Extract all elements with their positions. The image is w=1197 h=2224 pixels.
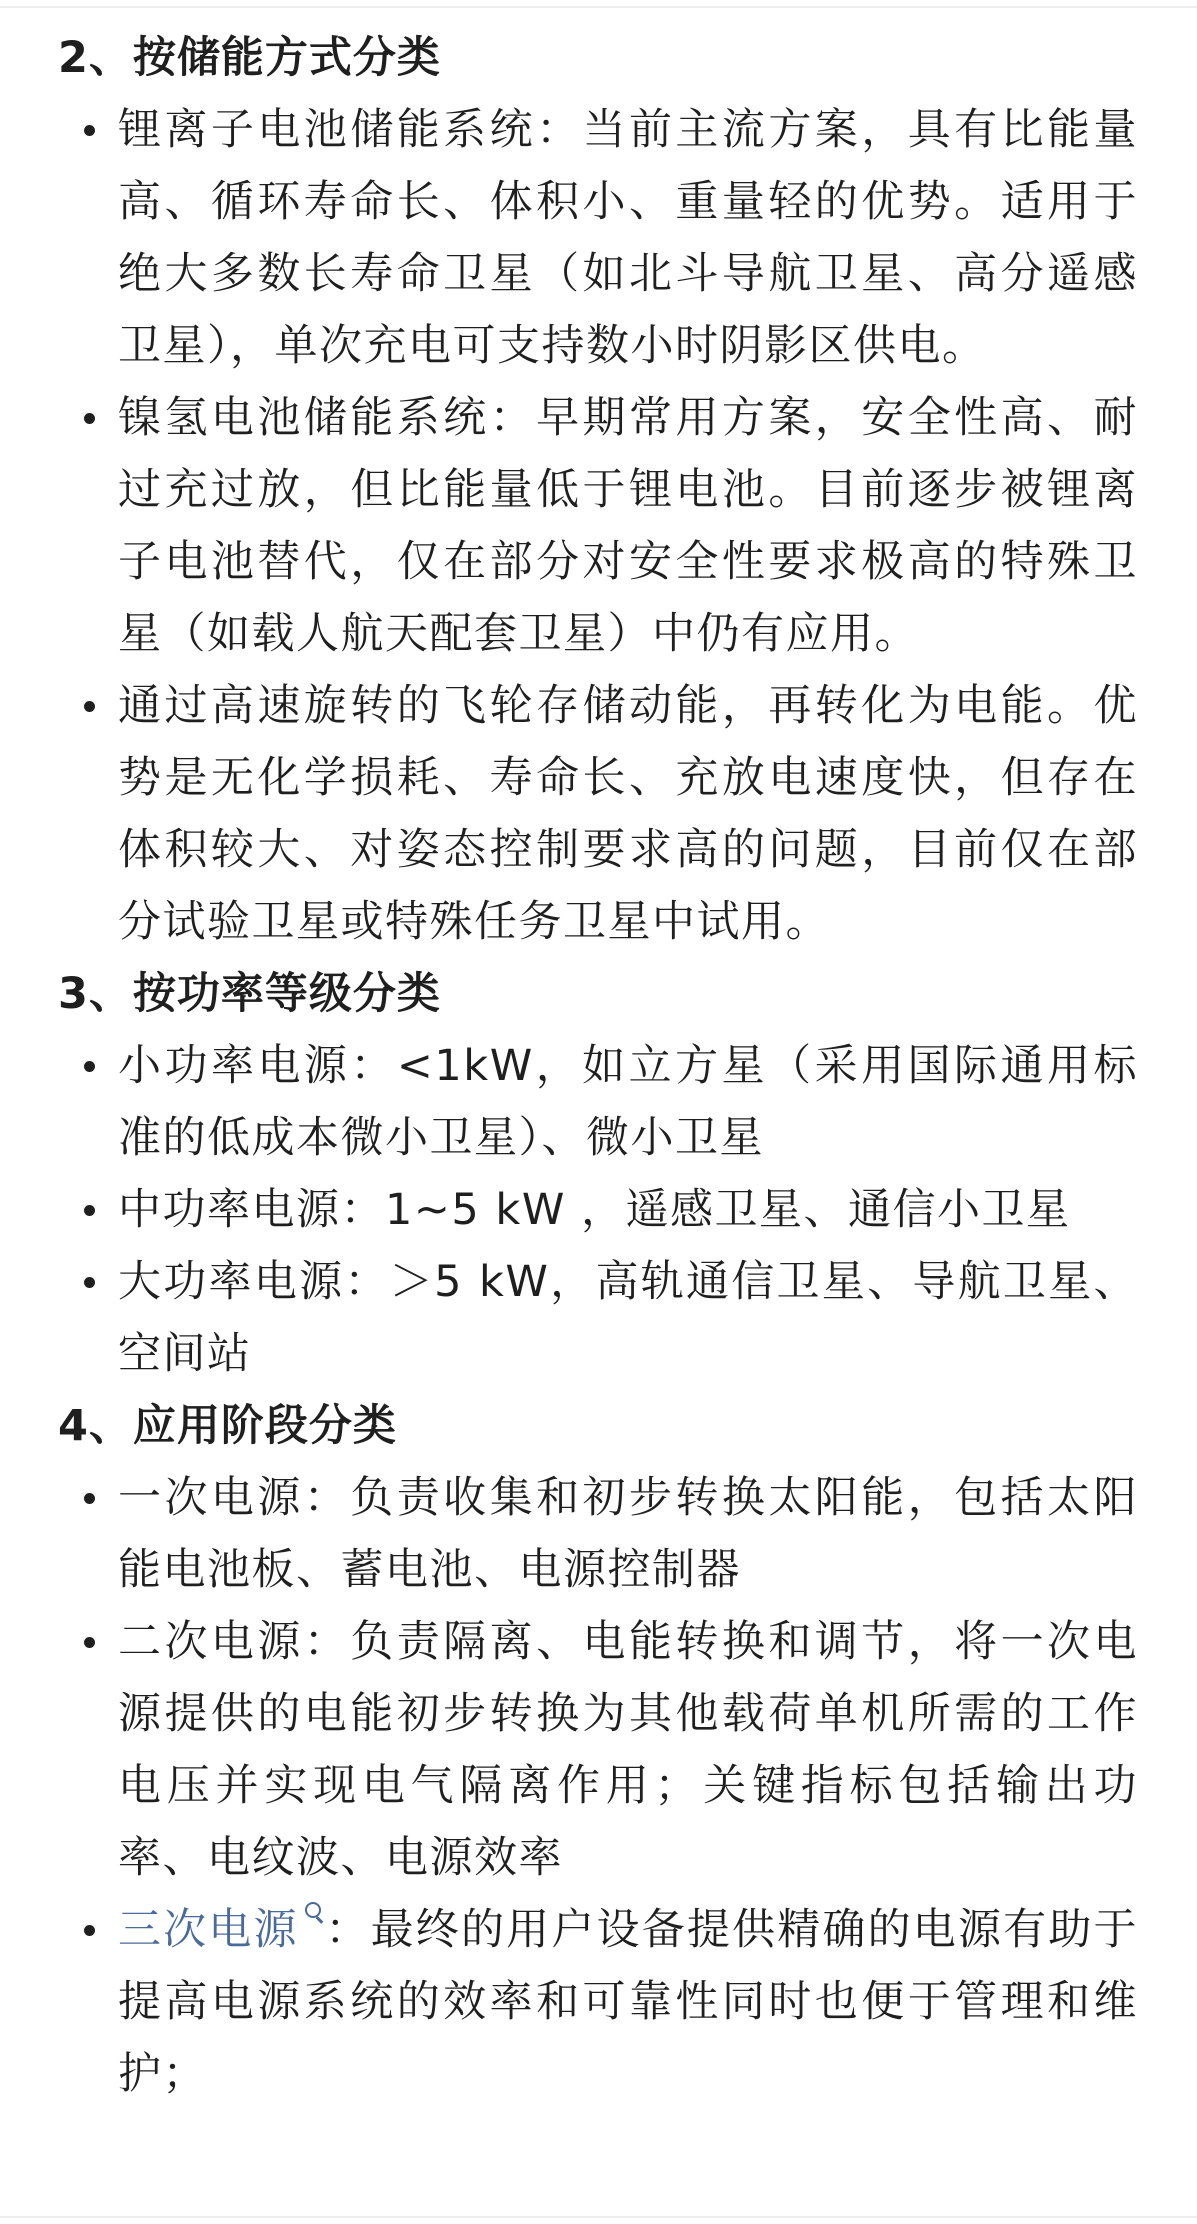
search-icon[interactable]	[301, 1894, 323, 1924]
storage-type-list	[58, 94, 1138, 958]
list-item-low-power: 小功率电源：<1kW，如立方星（采用国际通用标准的低成本微小卫星）、微小卫星	[58, 1030, 1138, 1174]
list-item-primary-power: 一次电源：负责收集和初步转换太阳能，包括太阳能电池板、蓄电池、电源控制器	[58, 1462, 1138, 1606]
list-item-lithium-ion: 锂离子电池储能系统：当前主流方案，具有比能量高、循环寿命长、体积小、重量轻的优势。适用于绝大多数长寿命卫星（如北斗导航卫星、高分遥感卫星），单次充电可支持数小时阴影区供电。	[58, 94, 1138, 382]
tertiary-power-link[interactable]: 三次电源	[118, 1905, 299, 1955]
list-item-tertiary-power	[58, 1894, 1138, 2110]
top-divider	[0, 6, 1197, 8]
application-stage-list	[58, 1462, 1138, 2110]
section-heading-storage: 2、按储能方式分类	[58, 33, 441, 83]
list-item-medium-power: 中功率电源：1~5 kW ，遥感卫星、通信小卫星	[58, 1174, 1138, 1246]
list-item-nickel-hydrogen: 镍氢电池储能系统：早期常用方案，安全性高、耐过充过放，但比能量低于锂电池。目前逐步被锂离子电池替代，仅在部分对安全性要求极高的特殊卫星（如载人航天配套卫星）中仍有应用。	[58, 382, 1138, 670]
list-item-secondary-power: 二次电源：负责隔离、电能转换和调节，将一次电源提供的电能初步转换为其他载荷单机所需的工作电压并实现电气隔离作用；关键指标包括输出功率、电纹波、电源效率	[58, 1606, 1138, 1894]
section-heading-application-stage: 4、应用阶段分类	[58, 1401, 397, 1451]
list-item-high-power: 大功率电源：＞5 kW，高轨通信卫星、导航卫星、空间站	[58, 1246, 1138, 1390]
tertiary-power-description: ：最终的用户设备提供精确的电源有助于提高电源系统的效率和可靠性同时也便于管理和维护；	[118, 1905, 1139, 2099]
list-item-flywheel: 通过高速旋转的飞轮存储动能，再转化为电能。优势是无化学损耗、寿命长、充放电速度快，但存在体积较大、对姿态控制要求高的问题，目前仅在部分试验卫星或特殊任务卫星中试用。	[58, 670, 1138, 958]
power-level-list	[58, 1030, 1138, 1390]
bottom-divider	[0, 2216, 1197, 2218]
article-content	[58, 22, 1138, 2110]
section-heading-power-level: 3、按功率等级分类	[58, 969, 441, 1019]
